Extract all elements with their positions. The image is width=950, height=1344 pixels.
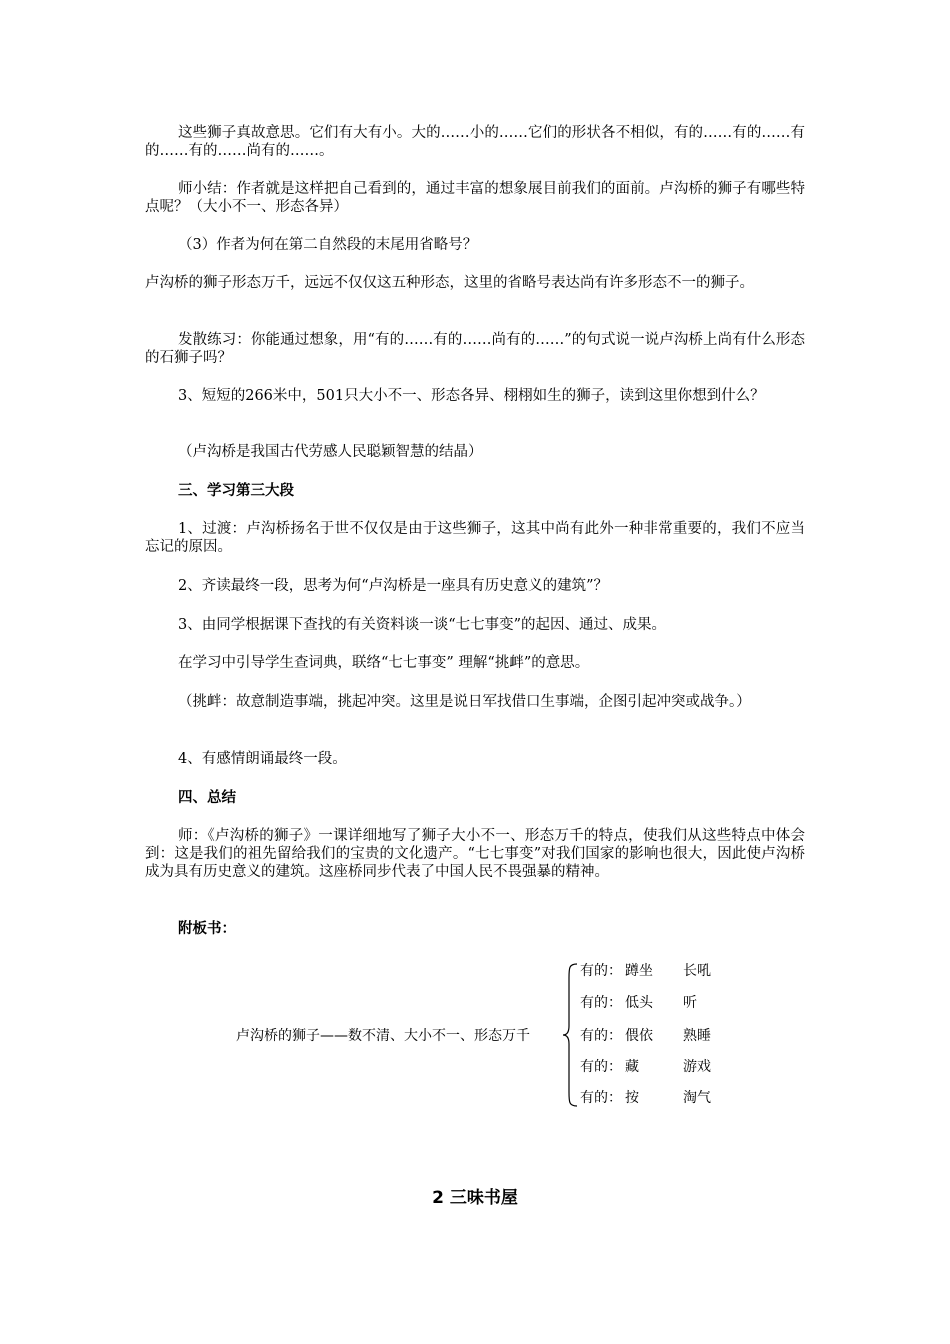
row-posture: 低头: [625, 995, 653, 1011]
row-label: 有的：: [580, 963, 622, 979]
paragraph-recite: 4、有感情朗诵最终一段。: [178, 751, 347, 767]
paragraph-provocation-definition: （挑衅：故意制造事端，挑起冲突。这里是说日军找借口生事端，企图引起冲突或战争。）: [178, 694, 751, 710]
row-action: 淘气: [683, 1090, 711, 1106]
paragraph-dictionary: 在学习中引导学生查词典，联络“七七事变” 理解“挑衅”的意思。: [178, 655, 590, 671]
blackboard-row: [580, 962, 711, 980]
row-action: 游戏: [683, 1059, 711, 1075]
blackboard-row: [580, 1058, 711, 1076]
heading-summary: 四、总结: [178, 790, 236, 806]
paragraph-question-ellipsis: （3）作者为何在第二自然段的末尾用省略号？: [178, 237, 478, 253]
row-label: 有的：: [580, 995, 622, 1011]
curly-brace-icon: [561, 962, 579, 1108]
paragraph-ellipsis-answer: 卢沟桥的狮子形态万千，远远不仅仅这五种形态，这里的省略号表达尚有许多形态不一的狮子。: [145, 275, 754, 291]
blackboard-main-line: 卢沟桥的狮子——数不清、大小不一、形态万千: [236, 1028, 530, 1044]
row-posture: 藏: [625, 1059, 639, 1075]
blackboard-row: [580, 994, 697, 1012]
lesson-title: 2 三味书屋: [432, 1188, 518, 1208]
blackboard-row: [580, 1027, 711, 1045]
paragraph-read-last-section: 2、齐读最终一段，思考为何“卢沟桥是一座具有历史意义的建筑”？: [178, 578, 609, 594]
paragraph-lion-description: 这些狮子真故意思。它们有大有小。大的……小的……它们的形状各不相似，有的……有的……有的……有的……尚有的……。: [145, 125, 805, 159]
paragraph-transition: 1、过渡：卢沟桥扬名于世不仅仅是由于这些狮子，这其中尚有此外一种非常重要的，我们不应当忘记的原因。: [145, 521, 805, 555]
row-posture: 蹲坐: [625, 963, 653, 979]
row-action: 熟睡: [683, 1028, 711, 1044]
row-posture: 偎依: [625, 1028, 653, 1044]
paragraph-teacher-summary: 师小结：作者就是这样把自己看到的，通过丰富的想象展目前我们的面前。卢沟桥的狮子有哪些特点呢？（大小不一、形态各异）: [145, 181, 805, 215]
heading-section-three: 三、学习第三大段: [178, 483, 294, 499]
row-action: 听: [683, 995, 697, 1011]
row-label: 有的：: [580, 1028, 622, 1044]
paragraph-wisdom-note: （卢沟桥是我国古代劳感人民聪颖智慧的结晶）: [178, 444, 483, 460]
row-action: 长吼: [683, 963, 711, 979]
heading-blackboard: 附板书：: [178, 921, 236, 937]
paragraph-summary-text: 师：《卢沟桥的狮子》一课详细地写了狮子大小不一、形态万千的特点，使我们从这些特点中体会到：这是我们的祖先留给我们的宝贵的文化遗产。“七七事变”对我们国家的影响也很大，因此使卢沟桥成为具有历史意义的建筑。这座桥同步代表了中国人民不畏强暴的精神。: [145, 828, 805, 880]
row-posture: 按: [625, 1090, 639, 1106]
row-label: 有的：: [580, 1059, 622, 1075]
paragraph-july-seventh: 3、由同学根据课下查找的有关资料谈一谈“七七事变”的起因、通过、成果。: [178, 617, 667, 633]
blackboard-row: [580, 1089, 711, 1107]
row-label: 有的：: [580, 1090, 622, 1106]
paragraph-divergent-exercise: 发散练习：你能通过想象，用“有的……有的……尚有的……”的句式说一说卢沟桥上尚有什么形态的石狮子吗？: [145, 332, 805, 366]
blackboard-diagram: [0, 950, 950, 1120]
paragraph-266-meters: 3、短短的266米中，501只大小不一、形态各异、栩栩如生的狮子，读到这里你想到什么？: [178, 388, 765, 404]
